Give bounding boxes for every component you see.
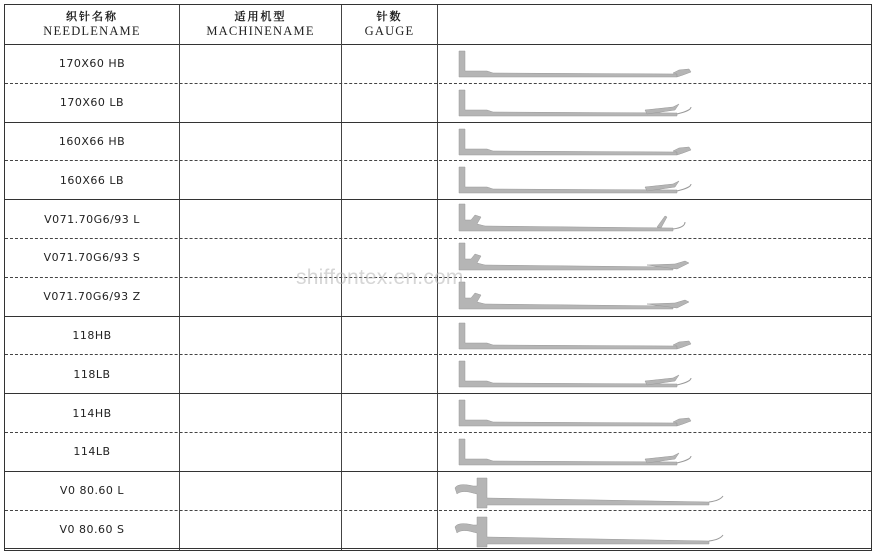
needle-name-cell: 114HB xyxy=(72,406,112,420)
needle-butt xyxy=(459,323,677,349)
needle-latch xyxy=(645,181,679,191)
needle-name-cell: 118HB xyxy=(72,328,112,342)
table-row xyxy=(5,161,871,200)
table-row xyxy=(5,511,871,550)
header-needlename-cn: 织针名称 xyxy=(66,10,118,23)
needle-butt xyxy=(459,90,677,116)
needle-illustration xyxy=(447,239,867,277)
header-gauge-en: GAUGE xyxy=(364,24,415,38)
needle-illustration xyxy=(447,355,867,393)
needle-latch xyxy=(657,216,667,228)
table-row xyxy=(5,394,871,433)
needle-hook xyxy=(677,378,691,385)
table-row xyxy=(5,200,871,239)
needle-butt xyxy=(455,478,709,508)
header-machinename xyxy=(180,5,341,45)
needle-butt xyxy=(459,204,673,231)
header-needlename xyxy=(5,5,179,45)
needle-image-cell xyxy=(447,355,867,393)
header-image xyxy=(438,5,871,45)
needle-latch xyxy=(645,104,679,114)
needle-name-cell: 170X60 HB xyxy=(58,57,126,71)
needle-butt xyxy=(459,361,677,387)
header-needlename-en: NEEDLENAME xyxy=(43,24,141,38)
needle-illustration xyxy=(447,45,867,83)
needle-butt xyxy=(459,243,673,270)
needle-hook xyxy=(709,535,723,541)
needle-name-cell: V071.70G6/93 S xyxy=(43,251,141,265)
needle-butt xyxy=(459,167,677,193)
needle-image-cell xyxy=(447,239,867,277)
needle-butt xyxy=(459,400,677,426)
needle-hook xyxy=(677,456,691,463)
needle-illustration xyxy=(447,84,867,122)
needle-name-cell: 160X66 HB xyxy=(58,134,126,148)
needle-butt xyxy=(455,517,709,547)
needle-image-cell xyxy=(447,45,867,83)
needle-image-cell xyxy=(447,161,867,199)
needle-image-cell xyxy=(447,433,867,471)
needle-hook xyxy=(677,107,691,114)
needle-illustration xyxy=(447,472,867,510)
header-gauge-cn: 针数 xyxy=(376,10,403,23)
needle-image-cell xyxy=(447,200,867,238)
needle-name-cell: V071.70G6/93 L xyxy=(44,212,140,226)
needle-name-cell: V071.70G6/93 Z xyxy=(43,290,141,304)
needle-butt xyxy=(459,439,677,465)
header-machinename-cn: 适用机型 xyxy=(234,10,287,23)
header-gauge xyxy=(342,5,437,45)
needle-name-cell: 118LB xyxy=(73,367,111,381)
needle-illustration xyxy=(447,278,867,316)
needle-illustration xyxy=(447,317,867,355)
needle-latch xyxy=(645,453,679,463)
needle-hook xyxy=(677,184,691,191)
needle-name-cell: 160X66 LB xyxy=(59,173,125,187)
needle-latch xyxy=(645,375,679,385)
table-row xyxy=(5,433,871,472)
needle-name-cell: V0 80.60 L xyxy=(59,484,125,498)
needle-hook xyxy=(673,222,685,229)
table-row xyxy=(5,472,871,511)
needle-image-cell xyxy=(447,394,867,432)
needle-illustration xyxy=(447,200,867,238)
needle-image-cell xyxy=(447,278,867,316)
needle-name-cell: 170X60 LB xyxy=(59,96,125,110)
table-row xyxy=(5,123,871,162)
table-row xyxy=(5,45,871,84)
header-machinename-en: MACHINENAME xyxy=(206,24,315,38)
needle-illustration xyxy=(447,433,867,471)
needle-illustration xyxy=(447,161,867,199)
needle-illustration xyxy=(447,394,867,432)
watermark: shiffontex.en.com xyxy=(296,266,464,289)
needle-butt xyxy=(459,51,677,77)
needle-image-cell xyxy=(447,123,867,161)
needle-name-cell: V0 80.60 S xyxy=(59,522,125,536)
needle-illustration xyxy=(447,511,867,549)
needle-image-cell xyxy=(447,511,867,549)
needle-illustration xyxy=(447,123,867,161)
table-row xyxy=(5,317,871,356)
needle-butt xyxy=(459,282,673,309)
needle-image-cell xyxy=(447,317,867,355)
needle-butt xyxy=(459,129,677,155)
needle-hook xyxy=(709,496,723,502)
table-row xyxy=(5,355,871,394)
needle-image-cell xyxy=(447,472,867,510)
table-row xyxy=(5,84,871,123)
needle-name-cell: 114LB xyxy=(73,445,111,459)
needle-image-cell xyxy=(447,84,867,122)
